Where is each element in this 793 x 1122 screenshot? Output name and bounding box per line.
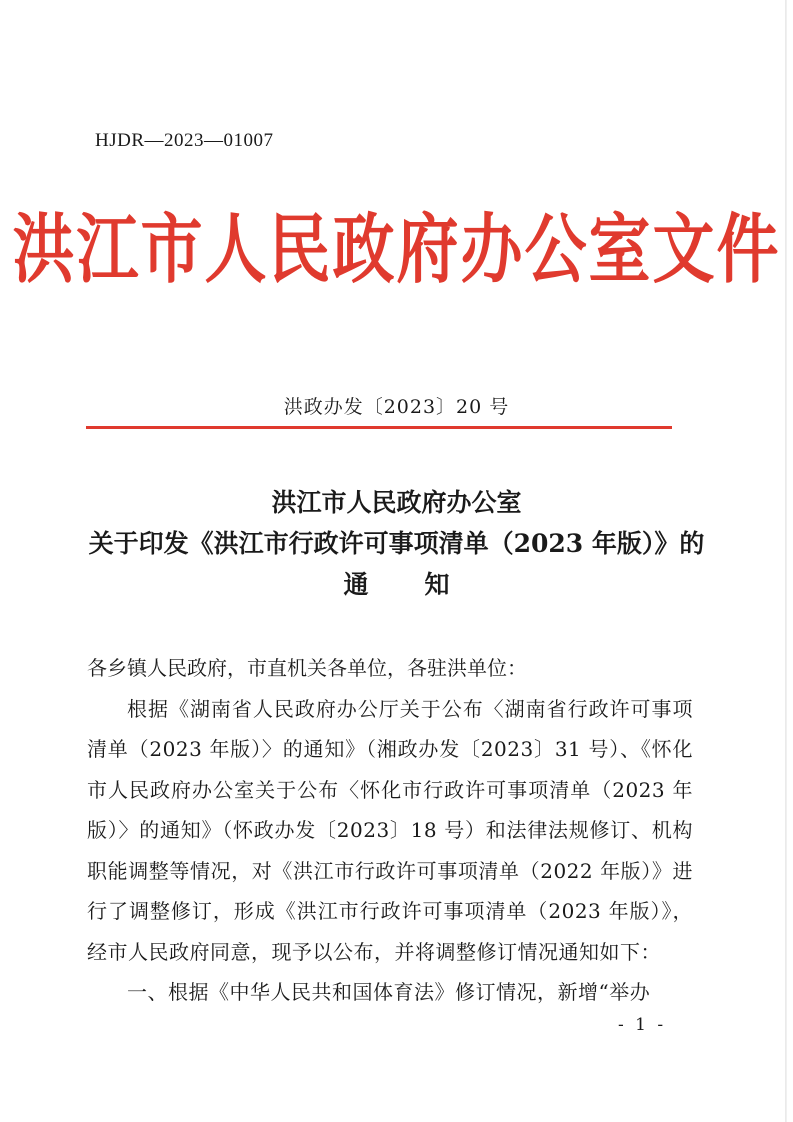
red-divider — [86, 426, 672, 429]
document-body — [87, 648, 693, 1013]
salutation: 各乡镇人民政府，市直机关各单位，各驻洪单位： — [87, 656, 527, 680]
document-title — [0, 482, 793, 605]
document-number: 洪政办发〔2023〕20 号 — [283, 396, 510, 418]
document-code: HJDR—2023—01007 — [95, 130, 274, 151]
title-line-1: 洪江市人民政府办公室 — [271, 488, 522, 517]
body-paragraph-1: 根据《湖南省人民政府办公厅关于公布〈湖南省行政许可事项清单（2023 年版）〉的通知》（湘政办发〔2023〕31 号）、《怀化市人民政府办公室关于公布〈怀化市行政许可事项清单（2023 年版）〉的通知》（怀政办发〔2023〕18 号）和法律法规修订、机构职能调整等情况，对《洪江市行政许可事项清单（2022 年版）》进行了调整修订，形成《洪江市行政许可事项清单（2023 年版）》，经市人民政府同意，现予以公布，并将调整修订情况通知如下： — [87, 696, 693, 964]
title-line-2: 关于印发《洪江市行政许可事项清单（2023 年版）》的 — [88, 529, 705, 558]
body-paragraph-2: 一、根据《中华人民共和国体育法》修订情况，新增“举办 — [127, 980, 651, 1004]
document-header: 洪江市人民政府办公室文件 — [12, 204, 781, 294]
title-line-3: 通知 — [343, 570, 506, 599]
page-number: - 1 - — [618, 1015, 667, 1035]
